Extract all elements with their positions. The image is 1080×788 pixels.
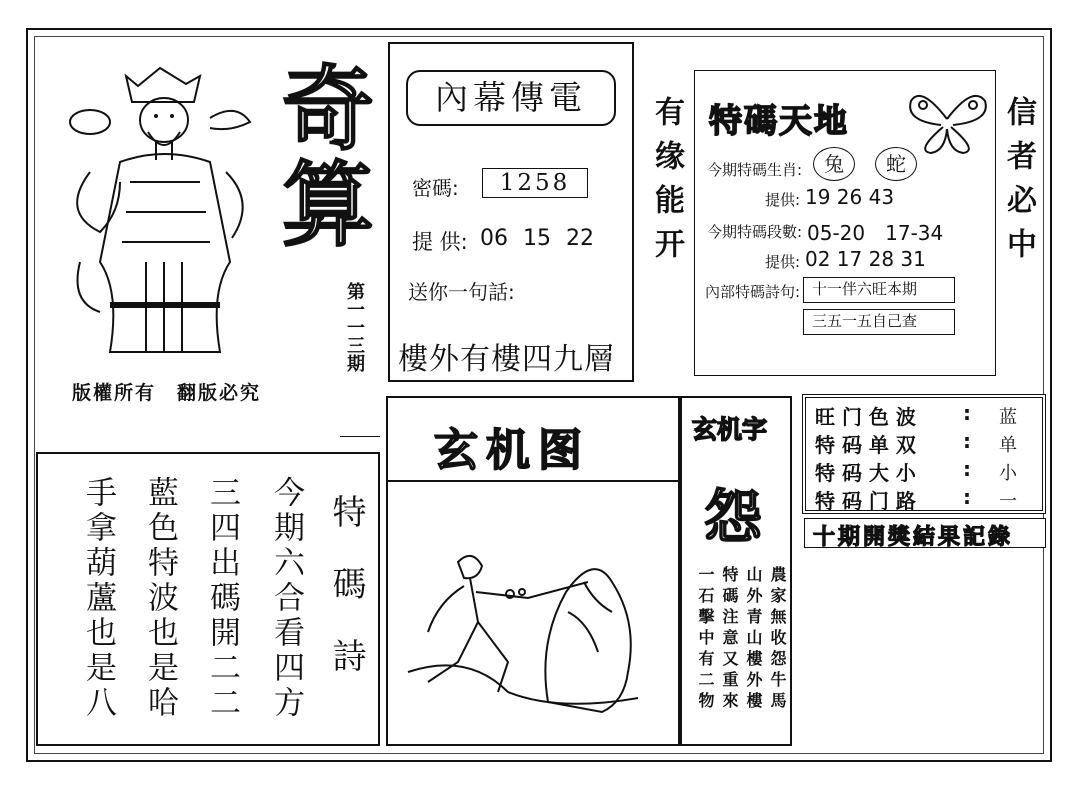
xuanji-picture-box <box>386 482 680 746</box>
tema-provide2-value: 02 17 28 31 <box>805 247 926 271</box>
poem-title: 特碼詩 <box>326 494 366 710</box>
info-row-1-colon: : <box>963 401 971 425</box>
zodiac-rabbit: 兔 <box>813 147 855 181</box>
xuanji-col-2: 山外青山樓外樓 <box>744 566 763 713</box>
results-title-box <box>804 518 1046 548</box>
info-row-1-value: 蓝 <box>999 407 1017 428</box>
slogan-right: 信者必中 <box>1001 96 1036 272</box>
neimu-provide-value: 06 15 22 <box>480 226 594 251</box>
poem-line-2: 三五一五自己查 <box>803 309 955 335</box>
xuanji-title: 玄机图 <box>434 425 590 476</box>
saying-text: 樓外有樓四九層 <box>398 342 615 377</box>
info-row-2-value: 单 <box>999 435 1017 456</box>
info-table <box>802 394 1046 514</box>
info-row-3-colon: : <box>963 457 971 481</box>
info-row-2-label: 特 码 单 双 <box>815 433 916 457</box>
poem-panel <box>36 452 380 746</box>
tema-title: 特碼天地 <box>709 101 849 140</box>
butterfly-icon <box>901 81 993 157</box>
poem-line-col-3: 藍色特波也是哈 <box>142 476 178 721</box>
poem-line-col-4: 手拿葫蘆也是八 <box>80 476 116 721</box>
swordsman-illustration <box>398 522 668 732</box>
xuanji-char-title: 玄机字 <box>692 415 768 444</box>
xuanji-col-4: 一石擊中有二物 <box>696 566 715 713</box>
segment-value: 05-20 17-34 <box>807 221 944 245</box>
poem-label: 內部特碼詩句: <box>705 283 801 301</box>
tema-provide2-label: 提供: <box>765 253 801 271</box>
info-row-2-colon: : <box>963 429 971 453</box>
brand-title: 奇算 <box>267 60 374 252</box>
god-of-wealth-illustration <box>60 62 260 362</box>
tema-provide1-value: 19 26 43 <box>805 185 895 209</box>
info-row-3-value: 小 <box>999 463 1017 484</box>
neimu-title: 內幕傳電 <box>406 70 616 126</box>
xuanji-title-box <box>386 396 680 482</box>
xuanji-char: 怨 <box>704 483 763 551</box>
password-label: 密碼: <box>412 176 459 200</box>
slogan-left: 有缘能开 <box>649 96 684 272</box>
zodiac-label: 今期特碼生肖: <box>707 161 803 179</box>
neimu-provide-label: 提 供: <box>412 230 468 254</box>
info-row-4-value: 一 <box>999 491 1017 512</box>
password-value: 1258 <box>482 168 588 198</box>
info-row-4-label: 特 码 门 路 <box>815 489 916 513</box>
info-row-1-label: 旺 门 色 波 <box>815 405 916 429</box>
zodiac-snake: 蛇 <box>875 147 917 181</box>
poem-line-1: 十一伴六旺本期 <box>803 277 955 303</box>
neimu-panel <box>388 42 634 382</box>
segment-label: 今期特碼段數: <box>707 223 803 241</box>
info-row-3-label: 特 码 大 小 <box>815 461 916 485</box>
copyright-notice: 版權所有 翻版必究 <box>72 382 262 404</box>
info-row-4-colon: : <box>963 485 971 509</box>
tema-panel <box>694 70 996 376</box>
results-title: 十期開獎結果記錄 <box>813 525 1014 550</box>
saying-label: 送你一句話: <box>408 280 515 304</box>
tema-provide1-label: 提供: <box>765 191 801 209</box>
poem-line-col-2: 三四出碼開二二 <box>204 476 240 721</box>
poem-line-col-1: 今期六合看四方 <box>268 476 304 721</box>
issue-number: 第一一三期 <box>344 282 365 372</box>
xuanji-col-3: 特碼注意又重來 <box>720 566 739 713</box>
xuanji-col-1: 農家無收怨牛馬 <box>768 566 787 713</box>
divider <box>340 436 380 437</box>
xuanji-char-box <box>680 396 792 746</box>
